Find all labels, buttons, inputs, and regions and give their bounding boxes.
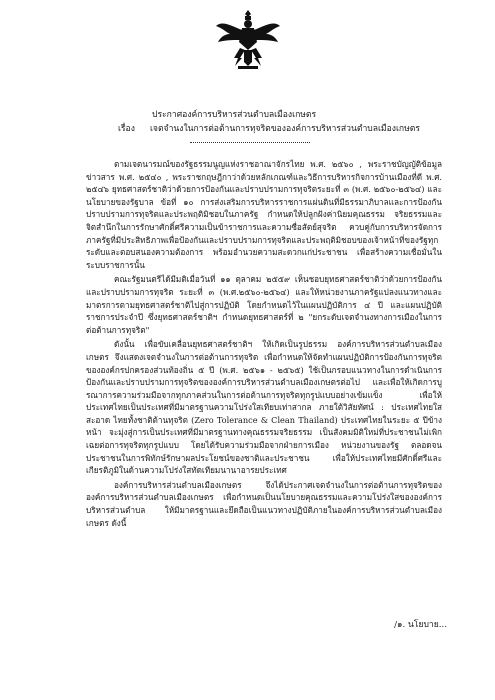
subject-label: เรื่อง: [118, 124, 135, 134]
announcement-subject: [0, 124, 495, 135]
paragraph-3: ดังนั้น เพื่อขับเคลื่อนยุทธศาสตร์ชาติฯ ให้เกิดเป็นรูปธรรม องค์การบริหารส่วนตำบลเมืองเกษตร จึงแสดงเจตจำนงในการต่อต้านการทุจริต เพื่อกำหนดให้จัดทำแผนปฏิบัติการป้องกันการทุจริตขององค์กรปกครองส่วนท้องถิ่น ๕ ปี (พ.ศ. ๒๕๖๑ - ๒๕๖๕) ใช้เป็นกรอบแนวทางในการดำเนินการป้องกันและปราบปรามการทุจริตขององค์การบริหารส่วนตำบลเมืองเกษตรต่อไป และเพื่อให้เกิดการบูรณาการความร่วมมือจากทุกภาคส่วนในการต่อต้านการทุจริตทุกรูปแบบอย่างเข้มแข็ง เพื่อให้ประเทศไทยเป็นประเทศที่มีมาตรฐานความโปร่งใสเทียบเท่าสากล ภายใต้วิสัยทัศน์ : ประเทศไทยใสสะอาด ไทยทั้งชาติต้านทุจริต (Zero Tolerance & Clean Thailand) ประเทศไทยในระยะ ๕ ปีข้างหน้า จะมุ่งสู่การเป็นประเทศที่มีมาตรฐานทางคุณธรรมจริยธรรม เป็นสังคมมิติใหม่ที่ประชาชนไม่เพิกเฉยต่อการทุจริตทุกรูปแบบ โดยได้รับความร่วมมือจากฝ่ายการเมือง หน่วยงานของรัฐ ตลอดจนประชาชนในการพิทักษ์รักษาผลประโยชน์ของชาติและประชาชน เพื่อให้ประเทศไทยมีศักดิ์ศรีและเกียรติภูมิในด้านความโปร่งใสทัดเทียมนานาอารยประเทศ: [86, 339, 442, 476]
paragraph-1: ตามเจตนารมณ์ของรัฐธรรมนูญแห่งราชอาณาจักรไทย พ.ศ. ๒๕๖๐ , พระราชบัญญัติข้อมูลข่าวสาร พ.ศ. ๒๕๔๐ , พระราชกฤษฎีกาว่าด้วยหลักเกณฑ์และวิธีการบริหารกิจการบ้านเมืองที่ดี พ.ศ. ๒๕๔๖ ยุทธศาสตร์ชาติว่าด้วยการป้องกันและปราบปรามการทุจริตระยะที่ ๓ (พ.ศ. ๒๕๖๐-๒๕๖๔) และนโยบายของรัฐบาล ข้อที่ ๑๐ การส่งเสริมการบริหารราชการแผ่นดินที่มีธรรมาภิบาลและการป้องกันปราบปรามการทุจริตและประพฤติมิชอบในภาครัฐ กำหนดให้ปลูกฝังค่านิยมคุณธรรม จริยธรรมและจิตสำนึกในการรักษาศักดิ์ศรีความเป็นข้าราชการและความซื่อสัตย์สุจริต ควบคู่กับการบริหารจัดการภาครัฐที่มีประสิทธิภาพเพื่อป้องกันและปราบปรามการทุจริตและประพฤติมิชอบของเจ้าหน้าที่ของรัฐทุกระดับและตอบสนองความต้องการ พร้อมอำนวยความสะดวกแก่ประชาชน เพื่อสร้างความเชื่อมั่นในระบบราชการนั้น: [86, 159, 442, 270]
document-body: [86, 158, 442, 529]
garuda-emblem-icon: [212, 6, 284, 78]
announcement-title: ประกาศองค์การบริหารส่วนตำบลเมืองเกษตร: [152, 110, 317, 120]
dotted-divider: [190, 140, 310, 143]
subject-text: เจตจำนงในการต่อต้านการทุจริตขององค์การบริหารส่วนตำบลเมืองเกษตร: [150, 124, 420, 134]
paragraph-4: องค์การบริหารส่วนตำบลเมืองเกษตร จึงได้ประกาศเจตจำนงในการต่อต้านการทุจริตขององค์การบริหารส่วนตำบลเมืองเกษตร เพื่อกำหนดเป็นนโยบายคุณธรรมและความโปร่งใสขององค์การบริหารส่วนตำบล ให้มีมาตรฐานและยึดถือเป็นแนวทางปฏิบัติภายในองค์การบริหารส่วนตำบลเมืองเกษตร ดังนี้: [86, 479, 442, 528]
paragraph-2: คณะรัฐมนตรีได้มีมติเมื่อวันที่ ๑๑ ตุลาคม ๒๕๕๙ เห็นชอบยุทธศาสตร์ชาติว่าด้วยการป้องกันและปราบปรามการทุจริต ระยะที่ ๓ (พ.ศ.๒๕๖๐-๒๕๖๔) และให้หน่วยงานภาครัฐแปลงแนวทางและมาตรการตามยุทธศาสตร์ชาติไปสู่การปฏิบัติ โดยกำหนดไว้ในแผนปฏิบัติการ ๔ ปี และแผนปฏิบัติราชการประจำปี ซึ่งยุทธศาสตร์ชาติฯ กำหนดยุทธศาสตร์ที่ ๒ "ยกระดับเจตจำนงทางการเมืองในการต่อต้านการทุจริต": [86, 274, 442, 335]
page-continuation: /๑. นโยบาย...: [394, 620, 447, 630]
